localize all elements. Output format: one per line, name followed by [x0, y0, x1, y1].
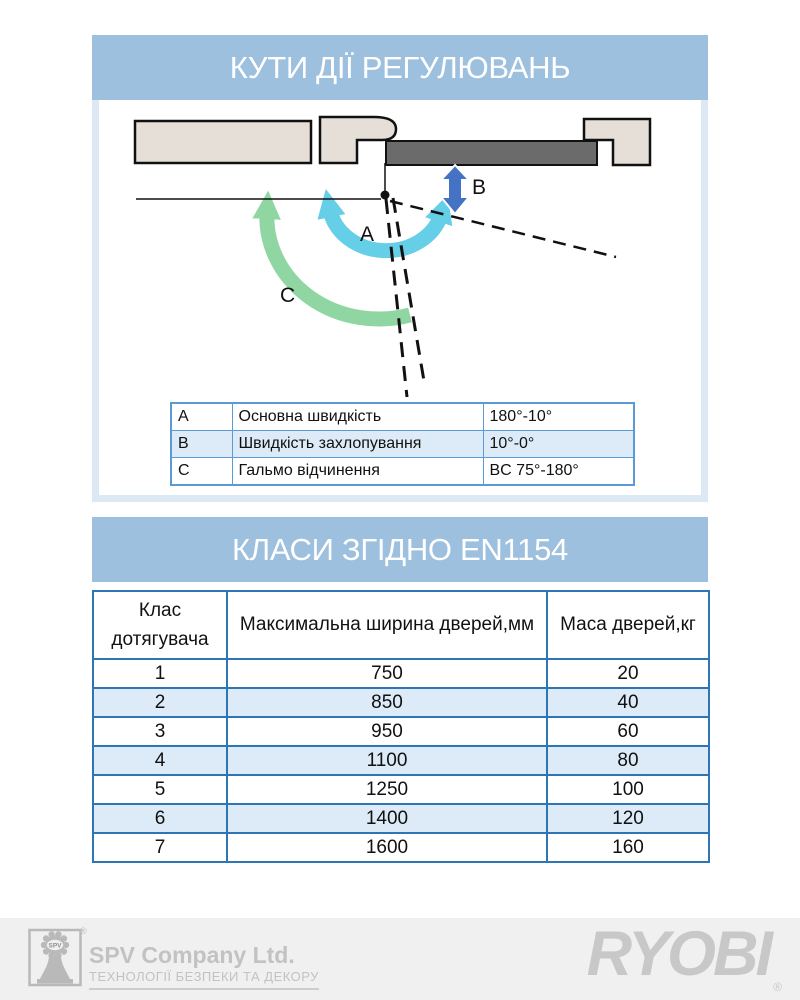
- legend-key: A: [171, 403, 232, 431]
- label-A: A: [360, 223, 375, 246]
- cell-width: 1250: [227, 775, 547, 804]
- section-angles: [92, 35, 708, 502]
- cell-width: 750: [227, 659, 547, 688]
- cell-class: 7: [93, 833, 227, 862]
- ryobi-logo: RYOBI: [586, 919, 770, 989]
- spv-emblem-text: SPV: [48, 942, 62, 950]
- legend-name: Швидкість захлопування: [232, 431, 483, 458]
- legend-value: 180°-10°: [483, 403, 634, 431]
- col-header-width: Максимальна ширина дверей,мм: [227, 591, 547, 659]
- table-row: [93, 746, 709, 775]
- table-row: [93, 717, 709, 746]
- table-row: [93, 775, 709, 804]
- legend-name: Гальмо відчинення: [232, 458, 483, 486]
- spv-tagline: ТЕХНОЛОГІЇ БЕЗПЕКИ ТА ДЕКОРУ: [89, 969, 319, 990]
- legend-value: BC 75°-180°: [483, 458, 634, 486]
- ryobi-registered-mark: ®: [773, 980, 782, 994]
- classes-header-row: [93, 591, 709, 659]
- label-C: C: [280, 284, 296, 307]
- cell-width: 950: [227, 717, 547, 746]
- cell-class: 1: [93, 659, 227, 688]
- cell-class: 4: [93, 746, 227, 775]
- cell-width: 850: [227, 688, 547, 717]
- footer: [0, 918, 800, 1000]
- cell-mass: 100: [547, 775, 709, 804]
- door-closer-angles-diagram: [92, 100, 708, 400]
- cell-mass: 120: [547, 804, 709, 833]
- legend-row-A: [171, 403, 634, 431]
- cell-class: 2: [93, 688, 227, 717]
- cell-width: 1600: [227, 833, 547, 862]
- door-leaf-slab: [386, 141, 597, 165]
- dashed-door-line-left: [386, 199, 407, 397]
- arc-main-speed-A: [330, 210, 441, 251]
- spv-registered-mark: ®: [80, 926, 87, 936]
- col-header-class: Клас дотягувача: [93, 591, 227, 659]
- table-row: [93, 688, 709, 717]
- section-classes-title: КЛАСИ ЗГІДНО EN1154: [92, 517, 708, 582]
- cell-mass: 40: [547, 688, 709, 717]
- legend-key: C: [171, 458, 232, 486]
- section-angles-title: КУТИ ДІЇ РЕГУЛЮВАНЬ: [92, 35, 708, 100]
- cell-class: 5: [93, 775, 227, 804]
- spv-company-name: SPV Company Ltd.: [89, 942, 295, 968]
- label-B: B: [472, 176, 487, 199]
- angles-diagram-area: [92, 100, 708, 502]
- cell-mass: 160: [547, 833, 709, 862]
- legend-value: 10°-0°: [483, 431, 634, 458]
- door-jamb-middle: [320, 117, 396, 163]
- classes-table: [92, 590, 710, 863]
- adjustments-legend-table: [170, 402, 635, 486]
- arrow-latch-speed-B: [441, 165, 469, 214]
- dashed-door-line-right: [393, 198, 425, 387]
- wall-section-left: [135, 121, 311, 163]
- cell-mass: 80: [547, 746, 709, 775]
- legend-row-B: [171, 431, 634, 458]
- table-row: [93, 804, 709, 833]
- legend-key: B: [171, 431, 232, 458]
- col-header-mass: Маса дверей,кг: [547, 591, 709, 659]
- legend-name: Основна швидкість: [232, 403, 483, 431]
- table-row: [93, 833, 709, 862]
- cell-mass: 60: [547, 717, 709, 746]
- spv-logo-icon: [28, 928, 84, 988]
- cell-width: 1100: [227, 746, 547, 775]
- cell-width: 1400: [227, 804, 547, 833]
- table-row: [93, 659, 709, 688]
- hinge-pivot-dot: [381, 191, 390, 200]
- cell-class: 3: [93, 717, 227, 746]
- cell-class: 6: [93, 804, 227, 833]
- section-classes: [92, 517, 708, 863]
- cell-mass: 20: [547, 659, 709, 688]
- legend-row-C: [171, 458, 634, 486]
